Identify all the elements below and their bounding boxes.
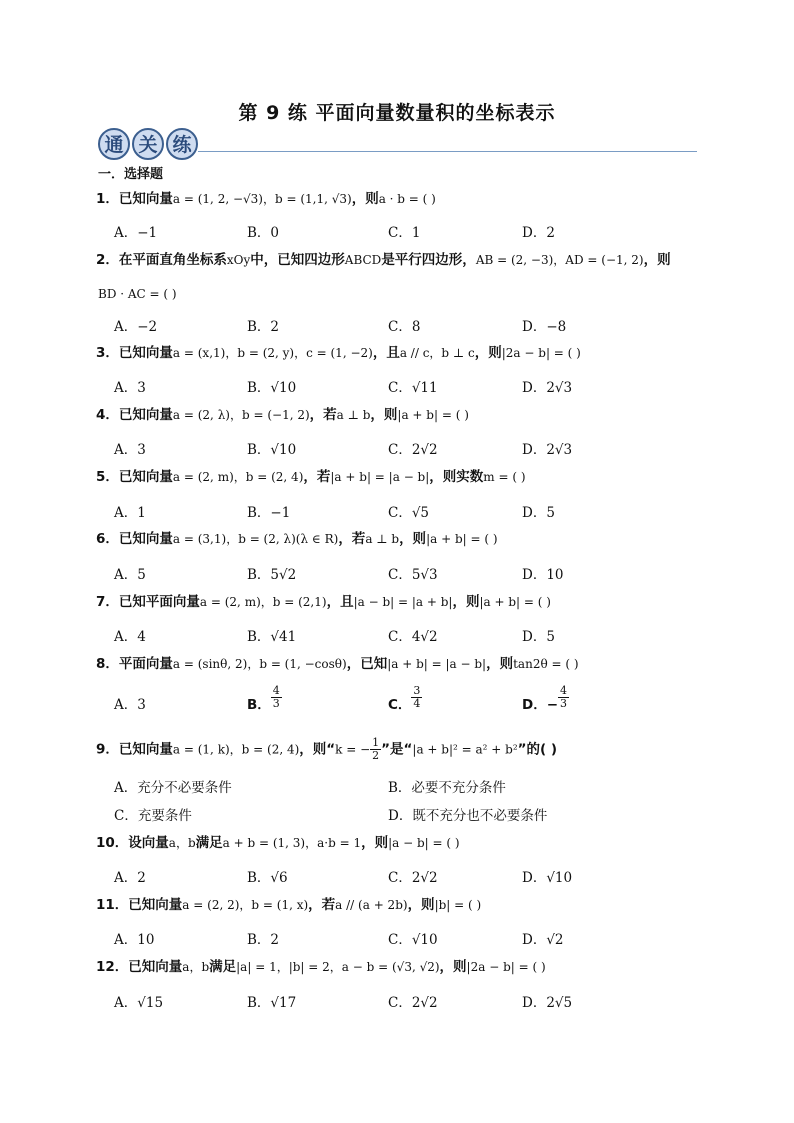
option-a: A．√15 bbox=[114, 995, 164, 1011]
options-6 bbox=[114, 563, 714, 583]
options-10 bbox=[114, 866, 714, 886]
section-heading: 一．选择题 bbox=[98, 167, 164, 182]
option-c: C．5√3 bbox=[388, 567, 438, 583]
option-d: D．2√5 bbox=[522, 995, 573, 1011]
option-b: B．必要不充分条件 bbox=[388, 780, 506, 796]
option-d: D．√2 bbox=[522, 932, 564, 948]
option-d: D．10 bbox=[522, 567, 564, 583]
question-11: 11．已知向量a = (2, 2)，b = (1, x)，若a // (a + 2b)，则|b| = ( ) bbox=[96, 897, 482, 913]
fraction: $\frac{4}{3}$ bbox=[272, 684, 280, 710]
option-a: A．−1 bbox=[114, 225, 158, 241]
header-divider bbox=[198, 151, 697, 152]
option-c: C．4√2 bbox=[388, 629, 438, 645]
question-8: 8．平面向量a = (sinθ, 2)，b = (1, −cosθ)，已知|a + b| = |a − b|，则tan2θ = ( ) bbox=[96, 656, 579, 672]
option-d: D．√10 bbox=[522, 870, 573, 886]
option-c: C． $\frac{3}{4}$ bbox=[388, 684, 421, 713]
option-c: C．2√2 bbox=[388, 995, 438, 1011]
option-d: D．− $\frac{4}{3}$ bbox=[522, 684, 568, 713]
option-b: B．√10 bbox=[247, 442, 297, 458]
option-b: B．0 bbox=[247, 225, 280, 241]
fraction: $\frac{1}{2}$ bbox=[372, 736, 380, 762]
options-12 bbox=[114, 991, 714, 1011]
question-4: 4．已知向量a = (2, λ)，b = (−1, 2)，若a ⊥ b，则|a + b| = ( ) bbox=[96, 407, 469, 423]
option-d: D．2√3 bbox=[522, 380, 573, 396]
option-c: C．2√2 bbox=[388, 870, 438, 886]
option-a: A．4 bbox=[114, 629, 146, 645]
option-b: B．5√2 bbox=[247, 567, 297, 583]
option-a: A．1 bbox=[114, 505, 146, 521]
question-1: 1．已知向量a = (1, 2, −√3)，b = (1,1, √3)，则a · b = ( ) bbox=[96, 191, 436, 207]
badge-char: 关 bbox=[132, 128, 164, 160]
option-c: C．√11 bbox=[388, 380, 438, 396]
option-d: D．−8 bbox=[522, 319, 567, 335]
question-2: 2．在平面直角坐标系xOy中，已知四边形ABCD是平行四边形，AB = (2, −3)，AD = (−1, 2)，则 bbox=[96, 252, 671, 268]
fraction: $\frac{4}{3}$ bbox=[560, 684, 568, 710]
option-d: D．5 bbox=[522, 505, 555, 521]
options-7 bbox=[114, 625, 714, 645]
option-a: A．−2 bbox=[114, 319, 158, 335]
options-4 bbox=[114, 438, 714, 458]
option-c: C．8 bbox=[388, 319, 421, 335]
option-b: B．√17 bbox=[247, 995, 297, 1011]
question-12: 12．已知向量a，b满足|a| = 1，|b| = 2，a − b = (√3, √2)，则|2a − b| = ( ) bbox=[96, 959, 546, 975]
options-9-row2 bbox=[114, 804, 714, 824]
page-title: 第 9 练 平面向量数量积的坐标表示 bbox=[238, 102, 556, 124]
options-8 bbox=[114, 685, 714, 719]
options-11 bbox=[114, 928, 714, 948]
option-c: C．1 bbox=[388, 225, 421, 241]
option-c: C．√10 bbox=[388, 932, 438, 948]
question-10: 10．设向量a，b满足a + b = (1, 3)，a·b = 1，则|a − b| = ( ) bbox=[96, 835, 460, 851]
option-a: A．2 bbox=[114, 870, 146, 886]
option-d: D．2 bbox=[522, 225, 555, 241]
option-b: B．√41 bbox=[247, 629, 297, 645]
option-d: D．5 bbox=[522, 629, 555, 645]
question-5: 5．已知向量a = (2, m)，b = (2, 4)，若|a + b| = |a − b|，则实数m = ( ) bbox=[96, 469, 526, 485]
options-9-row1 bbox=[114, 776, 714, 796]
option-b: B．√6 bbox=[247, 870, 288, 886]
question-3: 3．已知向量a = (x,1)，b = (2, y)，c = (1, −2)，且a // c，b ⊥ c，则|2a − b| = ( ) bbox=[96, 345, 581, 361]
option-c: C．√5 bbox=[388, 505, 430, 521]
badge-char: 练 bbox=[166, 128, 198, 160]
option-b: B． $\frac{4}{3}$ bbox=[247, 684, 280, 713]
fraction: $\frac{3}{4}$ bbox=[413, 684, 421, 710]
badge-char: 通 bbox=[98, 128, 130, 160]
option-d: D．既不充分也不必要条件 bbox=[388, 808, 548, 824]
option-b: B．√10 bbox=[247, 380, 297, 396]
options-2 bbox=[114, 315, 714, 335]
option-a: A．3 bbox=[114, 380, 146, 396]
option-a: A．10 bbox=[114, 932, 155, 948]
options-5 bbox=[114, 501, 714, 521]
option-c: C．充要条件 bbox=[114, 808, 192, 824]
option-a: A．3 bbox=[114, 442, 146, 458]
option-b: B．2 bbox=[247, 932, 280, 948]
option-a: A．5 bbox=[114, 567, 146, 583]
option-d: D．2√3 bbox=[522, 442, 573, 458]
option-a: A．3 bbox=[114, 697, 146, 713]
question-9: 9．已知向量a = (1, k)，b = (2, 4)，则“k = − $\frac{1}{2}$ ”是“|a + b|² = a² + b²”的( ) bbox=[96, 736, 558, 762]
question-7: 7．已知平面向量a = (2, m)，b = (2,1)，且|a − b| = |a + b|，则|a + b| = ( ) bbox=[96, 594, 551, 610]
option-a: A．充分不必要条件 bbox=[114, 780, 232, 796]
option-c: C．2√2 bbox=[388, 442, 438, 458]
question-2-line2: BD · AC = ( ) bbox=[98, 287, 177, 301]
options-1 bbox=[114, 221, 714, 241]
tongguanlian-badge bbox=[98, 128, 198, 162]
option-b: B．−1 bbox=[247, 505, 291, 521]
option-b: B．2 bbox=[247, 319, 280, 335]
options-3 bbox=[114, 376, 714, 396]
question-6: 6．已知向量a = (3,1)，b = (2, λ)(λ ∈ R)，若a ⊥ b，则|a + b| = ( ) bbox=[96, 531, 498, 547]
